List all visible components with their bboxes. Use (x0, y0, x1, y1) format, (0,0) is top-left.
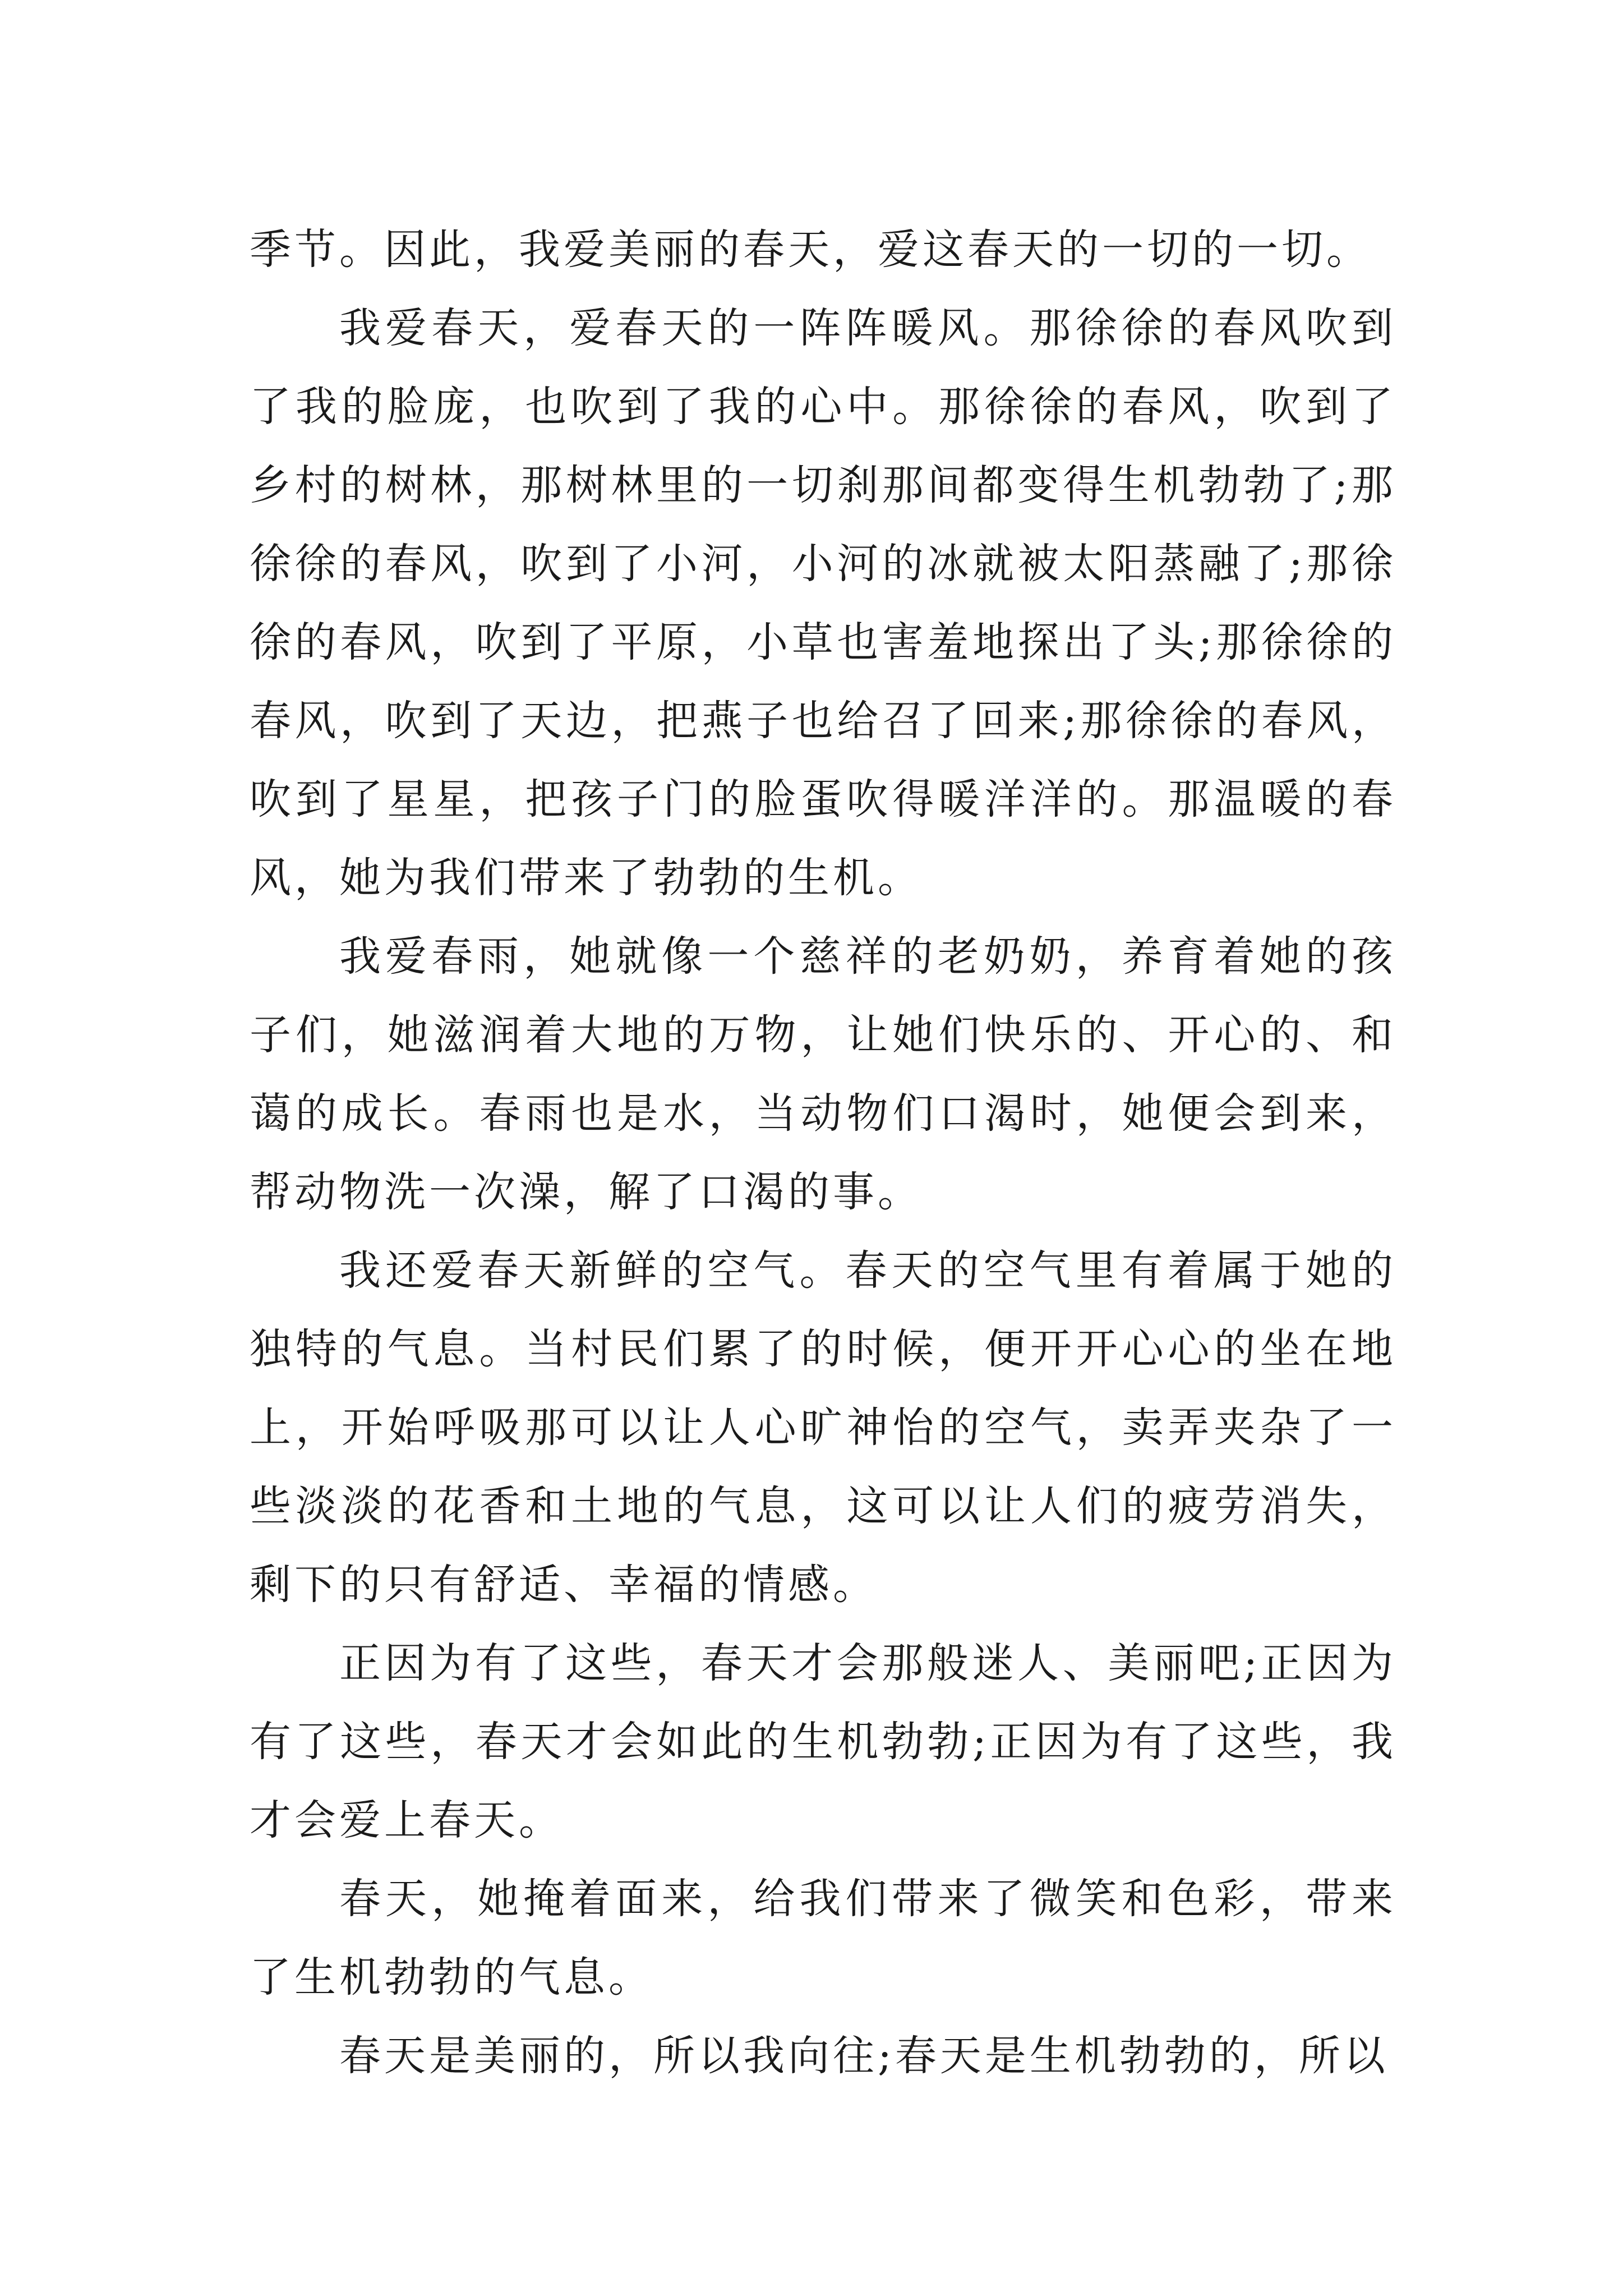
paragraph-spring-arrives: 春天，她掩着面来，给我们带来了微笑和色彩，带来了生机勃勃的气息。 (250, 1875, 1396, 2001)
paragraph-because-of-these: 正因为有了这些，春天才会那般迷人、美丽吧;正因为有了这些，春天才会如此的生机勃勃;正因为有了这些，我才会爱上春天。 (250, 1639, 1396, 1844)
paragraph-continuation: 季节。因此，我爱美丽的春天，爱这春天的一切的一切。 (250, 226, 1371, 274)
paragraph-spring-beautiful: 春天是美丽的，所以我向往;春天是生机勃勃的，所以 (339, 2032, 1389, 2080)
paragraph-spring-air: 我还爱春天新鲜的空气。春天的空气里有着属于她的独特的气息。当村民们累了的时候，便开开心心的坐在地上，开始呼吸那可以让人心旷神怡的空气，卖弄夹杂了一些淡淡的花香和土地的气息，这可以让人们的疲劳消失，剩下的只有舒适、幸福的情感。 (250, 1246, 1396, 1609)
document-body (250, 210, 1396, 2095)
paragraph-spring-wind: 我爱春天，爱春天的一阵阵暖风。那徐徐的春风吹到了我的脸庞，也吹到了我的心中。那徐徐的春风，吹到了乡村的树林，那树林里的一切刹那间都变得生机勃勃了;那徐徐的春风，吹到了小河，小河的冰就被太阳蒸融了;那徐徐的春风，吹到了平原，小草也害羞地探出了头;那徐徐的春风，吹到了天边，把燕子也给召了回来;那徐徐的春风，吹到了星星，把孩子门的脸蛋吹得暖洋洋的。那温暖的春风，她为我们带来了勃勃的生机。 (250, 304, 1396, 902)
paragraph-spring-rain: 我爱春雨，她就像一个慈祥的老奶奶，养育着她的孩子们，她滋润着大地的万物，让她们快乐的、开心的、和蔼的成长。春雨也是水，当动物们口渴时，她便会到来，帮动物洗一次澡，解了口渴的事。 (250, 932, 1396, 1216)
